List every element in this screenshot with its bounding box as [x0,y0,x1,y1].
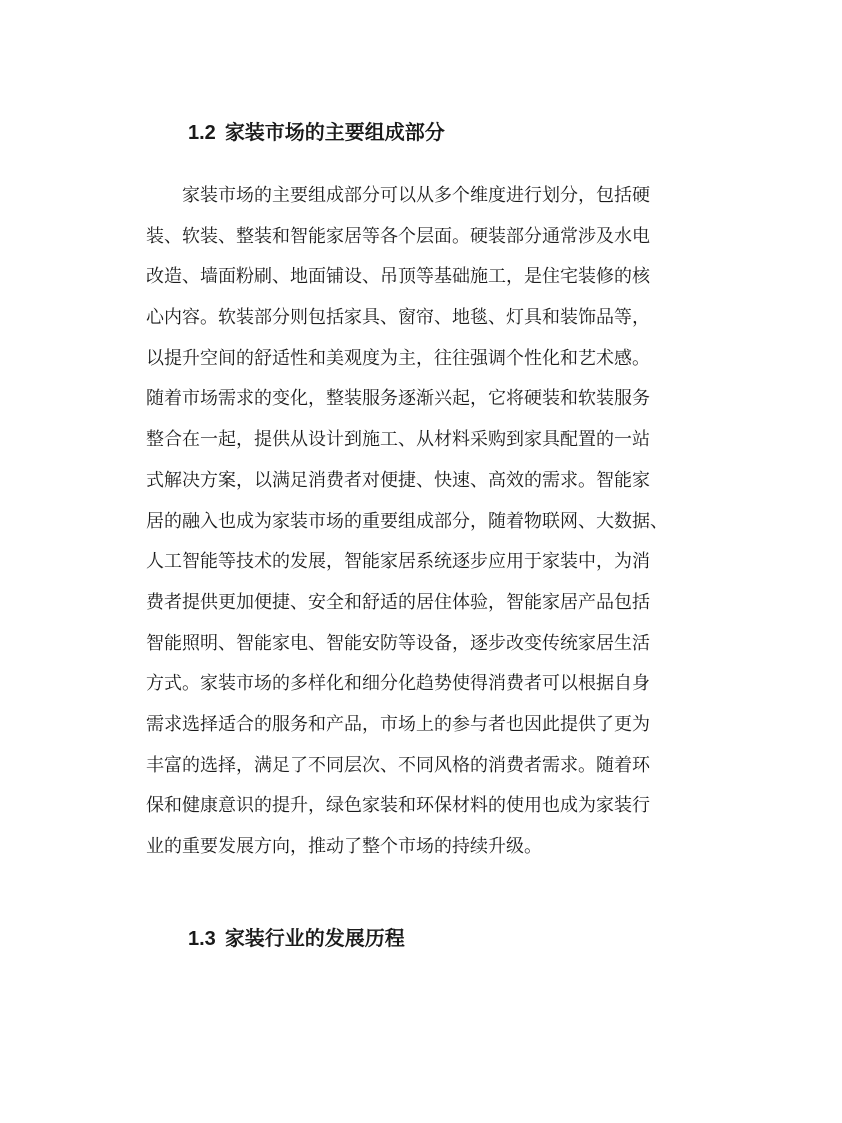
paragraph-line: 式解决方案，以满足消费者对便捷、快速、高效的需求。智能家 [146,469,650,491]
section-heading-1-3 [188,922,405,951]
paragraph-line: 随着市场需求的变化，整装服务逐渐兴起，它将硬装和软装服务 [146,388,650,410]
paragraph-line: 整合在一起，提供从设计到施工、从材料采购到家具配置的一站 [146,429,650,451]
paragraph-line: 费者提供更加便捷、安全和舒适的居住体验，智能家居产品包括 [146,591,650,613]
paragraph-line: 家装市场的主要组成部分可以从多个维度进行划分，包括硬 [146,185,650,206]
paragraph-line: 改造、墙面粉刷、地面铺设、吊顶等基础施工，是住宅装修的核 [146,266,650,288]
section-heading-1-2 [188,116,445,145]
paragraph-line: 智能照明、智能家电、智能安防等设备，逐步改变传统家居生活 [146,632,650,654]
paragraph-line: 保和健康意识的提升，绿色家装和环保材料的使用也成为家装行 [146,795,650,817]
section-paragraph [146,176,706,868]
paragraph-line: 心内容。软装部分则包括家具、窗帘、地毯、灯具和装饰品等， [146,307,650,329]
paragraph-line: 业的重要发展方向，推动了整个市场的持续升级。 [146,836,542,857]
section-number: 1.2 [188,122,216,144]
paragraph-line: 装、软装、整装和智能家居等各个层面。硬装部分通常涉及水电 [146,225,650,247]
section-title: 家装行业的发展历程 [224,928,405,950]
section-number: 1.3 [188,928,216,950]
paragraph-line: 方式。家装市场的多样化和细分化趋势使得消费者可以根据自身 [146,673,650,695]
paragraph-line: 居的融入也成为家装市场的重要组成部分，随着物联网、大数据、 [146,510,668,532]
paragraph-line: 以提升空间的舒适性和美观度为主，往往强调个性化和艺术感。 [146,347,650,369]
paragraph-line: 丰富的选择，满足了不同层次、不同风格的消费者需求。随着环 [146,754,650,776]
paragraph-line: 人工智能等技术的发展，智能家居系统逐步应用于家装中，为消 [146,551,650,573]
section-title: 家装市场的主要组成部分 [224,122,445,144]
paragraph-line: 需求选择适合的服务和产品，市场上的参与者也因此提供了更为 [146,713,650,735]
